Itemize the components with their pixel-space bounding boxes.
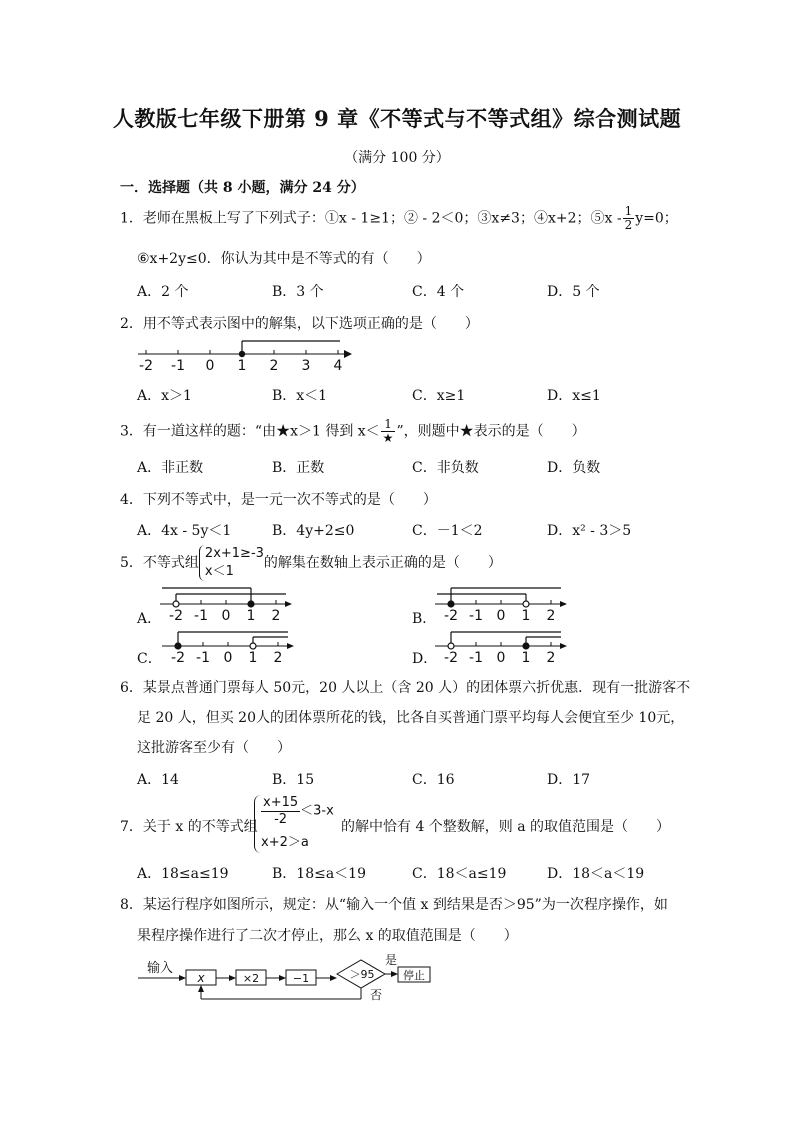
q4-option-c: C．－1＜2 xyxy=(412,523,483,539)
q6-option-b: B．15 xyxy=(272,772,315,788)
q5-option-d-number-line xyxy=(433,624,573,664)
q2-axis-label: 1 xyxy=(237,358,247,374)
q3-text-a: 3．有一道这样的题：“由★x＞1 得到 x＜ xyxy=(120,423,380,440)
q1-frac-den: 2 xyxy=(624,218,633,232)
solid-dot xyxy=(175,643,181,649)
flow-box-x-label: x xyxy=(197,971,205,985)
q6-line1: 6．某景点普通门票每人 50元，20 人以上（含 20 人）的团体票六折优惠．现有一批游客不 xyxy=(120,680,691,696)
flow-yes-label: 是 xyxy=(385,953,398,967)
q7-option-a: A．18≤a≤19 xyxy=(137,866,229,882)
q1-text-a: 1．老师在黑板上写了下列式子：①x - 1≥1；② - 2＜0；③x≠3；④x+2；⑤x - xyxy=(120,210,622,227)
q4-stem: 4．下列不等式中，是一元一次不等式的是（ ） xyxy=(120,492,437,508)
q5-option-b-number-line xyxy=(433,582,573,622)
axis-label: -2 xyxy=(444,650,458,664)
q1-text-b: y=0； xyxy=(635,210,678,227)
q3-option-a: A．非正数 xyxy=(137,460,204,476)
flow-input-label: 输入 xyxy=(147,961,174,976)
q2-stem: 2．用不等式表示图中的解集，以下选项正确的是（ ） xyxy=(120,316,479,332)
q4-option-b: B．4y+2≤0 xyxy=(272,523,355,539)
q5-text-b: 的解集在数轴上表示正确的是（ ） xyxy=(263,555,502,571)
q7-sys-1-rest: ＜3-x xyxy=(300,803,334,819)
q6-option-c: C．16 xyxy=(412,772,455,788)
axis-label: 1 xyxy=(521,608,531,622)
q3-text-b: ”，则题中★表示的是（ ） xyxy=(396,423,586,440)
q8-line2: 果程序操作进行了二次才停止，那么 x 的取值范围是（ ） xyxy=(137,928,518,944)
q7-stem-b: 的解中恰有 4 个整数解，则 a 的取值范围是（ ） xyxy=(341,819,671,835)
q1-option-b: B．3 个 xyxy=(272,284,324,300)
q1-line2: ⑥x+2y≤0．你认为其中是不等式的有（ ） xyxy=(137,251,431,267)
q1-line1 xyxy=(120,205,678,232)
q3-option-d: D．负数 xyxy=(547,460,601,476)
q7-stem-a: 7．关于 x 的不等式组 xyxy=(120,819,258,835)
q1-frac-num: 1 xyxy=(624,204,633,218)
axis-label: -1 xyxy=(469,650,483,664)
axis-label: 2 xyxy=(271,608,281,622)
q7-frac-num: x+15 xyxy=(263,795,299,810)
q3-fraction xyxy=(381,418,396,445)
q8-flowchart xyxy=(130,952,450,1008)
axis-label: 0 xyxy=(496,650,506,664)
axis-arrow xyxy=(285,601,292,607)
flow-diamond-label: ＞95 xyxy=(349,968,375,981)
axis-label: -1 xyxy=(194,608,208,622)
q5-sys-1: 2x+1≥-3 xyxy=(204,546,264,561)
axis-label: -2 xyxy=(444,608,458,622)
q4-option-a: A．4x - 5y＜1 xyxy=(137,523,232,539)
q3-stem xyxy=(120,418,586,445)
hollow-dot xyxy=(448,643,454,649)
q7-system xyxy=(254,795,343,853)
q2-option-a: A．x＞1 xyxy=(137,388,192,404)
flow-box-sub-label: −1 xyxy=(292,972,310,985)
solid-dot xyxy=(448,601,454,607)
axis-label: 2 xyxy=(273,650,283,664)
q5-sys-2: x＜1 xyxy=(204,564,234,579)
hollow-dot xyxy=(250,643,256,649)
q7-frac-den: -2 xyxy=(274,812,288,827)
q1-option-a: A．2 个 xyxy=(137,284,189,300)
hollow-dot xyxy=(523,601,529,607)
q2-solid-dot xyxy=(239,351,245,357)
page-title: 人教版七年级下册第 9 章《不等式与不等式组》综合测试题 xyxy=(112,106,682,131)
q5-text-a: 5．不等式组 xyxy=(120,555,199,571)
q5-option-a-letter: A． xyxy=(137,611,162,627)
q3-frac-num: 1 xyxy=(381,418,396,432)
q5-system xyxy=(199,545,264,581)
q6-line3: 这批游客至少有（ ） xyxy=(137,740,291,756)
q7-option-c: C．18＜a≤19 xyxy=(412,866,507,882)
q2-axis-label: 3 xyxy=(301,358,311,374)
q6-option-d: D．17 xyxy=(547,772,591,788)
q2-axis-label: 0 xyxy=(205,358,215,374)
axis-label: 0 xyxy=(496,608,506,622)
q6-option-a: A．14 xyxy=(137,772,179,788)
axis-label: 0 xyxy=(221,608,231,622)
q2-option-d: D．x≤1 xyxy=(547,388,601,404)
q2-axis-label: -2 xyxy=(139,358,153,374)
q7-sys-2: x+2＞a xyxy=(261,835,309,850)
axis-label: 0 xyxy=(223,650,233,664)
q3-frac-den: ★ xyxy=(382,431,394,445)
solid-dot xyxy=(248,601,254,607)
axis-label: -1 xyxy=(469,608,483,622)
q2-number-line xyxy=(130,336,360,376)
axis-arrow xyxy=(287,643,294,649)
page-subtitle: （满分 100 分） xyxy=(344,150,450,166)
q2-axis-label: -1 xyxy=(171,358,185,374)
hollow-dot xyxy=(173,601,179,607)
q5-option-b-letter: B． xyxy=(412,611,437,627)
q5-option-c-number-line xyxy=(160,624,300,664)
axis-label: -2 xyxy=(169,608,183,622)
q5-option-d-letter: D． xyxy=(412,651,438,667)
q7-option-d: D．18＜a＜19 xyxy=(547,866,645,882)
flow-stop-label: 停止 xyxy=(403,969,425,982)
q2-option-b: B．x＜1 xyxy=(272,388,328,404)
flow-no-label: 否 xyxy=(370,988,383,1002)
q5-option-c-letter: C． xyxy=(137,651,162,667)
q2-option-c: C．x≥1 xyxy=(412,388,466,404)
q4-option-d: D．x² - 3＞5 xyxy=(547,523,632,539)
solid-dot xyxy=(523,643,529,649)
q2-axis-label: 2 xyxy=(269,358,279,374)
q3-option-b: B．正数 xyxy=(272,460,325,476)
q1-option-d: D．5 个 xyxy=(547,284,600,300)
axis-label: -1 xyxy=(196,650,210,664)
section-heading: 一．选择题（共 8 小题，满分 24 分） xyxy=(120,180,365,196)
q1-fraction xyxy=(623,205,635,232)
q6-line2: 足 20 人，但买 20人的团体票所花的钱，比各自买普通门票平均每人会便宜至少 10元， xyxy=(137,710,685,726)
axis-label: 2 xyxy=(546,608,556,622)
flow-box-mul-label: ×2 xyxy=(242,972,260,985)
q3-option-c: C．非负数 xyxy=(412,460,479,476)
q5-option-a-number-line xyxy=(158,582,298,622)
axis-label: 1 xyxy=(246,608,256,622)
axis-arrow xyxy=(560,643,567,649)
q8-line1: 8．某运行程序如图所示，规定：从“输入一个值 x 到结果是否＞95”为一次程序操作，如 xyxy=(120,897,668,913)
q7-fraction xyxy=(261,795,300,828)
axis-label: 1 xyxy=(248,650,258,664)
q5-stem xyxy=(120,545,502,581)
q7-option-b: B．18≤a＜19 xyxy=(272,866,366,882)
axis-arrow xyxy=(560,601,567,607)
axis-label: 1 xyxy=(521,650,531,664)
axis-label: -2 xyxy=(171,650,185,664)
q2-axis-label: 4 xyxy=(333,358,343,374)
axis-label: 2 xyxy=(546,650,556,664)
q1-option-c: C．4 个 xyxy=(412,284,465,300)
